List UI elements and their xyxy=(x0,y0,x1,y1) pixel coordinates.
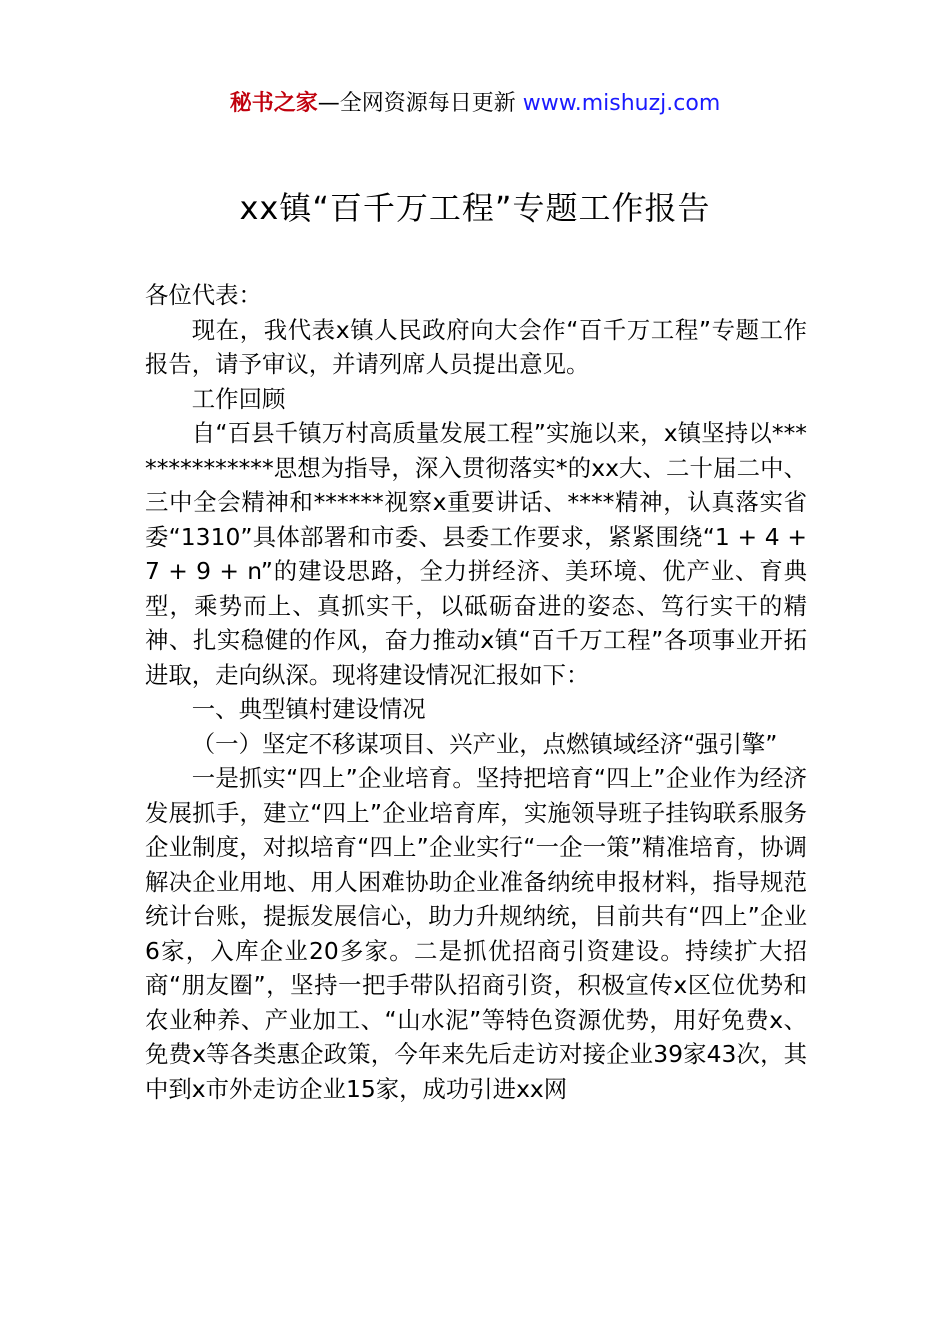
site-header xyxy=(0,88,950,120)
document-body xyxy=(145,278,807,1106)
site-brand: 秘书之家 xyxy=(229,91,318,116)
site-url-link[interactable]: www.mishuzj.com xyxy=(522,91,721,116)
site-slogan: —全网资源每日更新 xyxy=(317,91,523,116)
salutation: 各位代表： xyxy=(145,281,262,309)
section-heading: 工作回顾 xyxy=(191,384,286,413)
paragraph: 自“百县千镇万村高质量发展工程”实施以来，x镇坚持以**************思想为指导，深入贯彻落实*的xx大、二十届二中、三中全会精神和******视察x重要讲话、****精神，认真落实省委“1310”具体部署和市委、县委工作要求，紧紧围绕“1 + 4 + 7 + 9 + n”的建设思路，全力拼经济、美环境、优产业、育典型，乘势而上、真抓实干，以砥砺奋进的姿态、笃行实干的精神、扎实稳健的作风，奋力推动x镇“百千万工程”各项事业开拓进取，走向纵深。现将建设情况汇报如下： xyxy=(145,419,807,689)
paragraph: 一是抓实“四上”企业培育。坚持把培育“四上”企业作为经济发展抓手，建立“四上”企业培育库，实施领导班子挂钩联系服务企业制度，对拟培育“四上”企业实行“一企一策”精准培育，协调解决企业用地、用人困难协助企业准备纳统申报材料，指导规范统计台账，提振发展信心，助力升规纳统，目前共有“四上”企业6家，入库企业20多家。二是抓优招商引资建设。持续扩大招商“朋友圈”，坚持一把手带队招商引资，积极宣传x区位优势和农业种养、产业加工、“山水泥”等特色资源优势，用好免费x、免费x等各类惠企政策，今年来先后走访对接企业39家43次，其中到x市外走访企业15家，成功引进xx网 xyxy=(145,764,807,1103)
section-heading: 一、典型镇村建设情况 xyxy=(191,695,426,723)
subsection-heading: （一）坚定不移谋项目、兴产业，点燃镇域经济“强引擎” xyxy=(191,729,778,758)
document-title: xx镇“百千万工程”专题工作报告 xyxy=(239,189,711,227)
paragraph: 现在，我代表x镇人民政府向大会作“百千万工程”专题工作报告，请予审议，并请列席人员提出意见。 xyxy=(145,315,807,378)
